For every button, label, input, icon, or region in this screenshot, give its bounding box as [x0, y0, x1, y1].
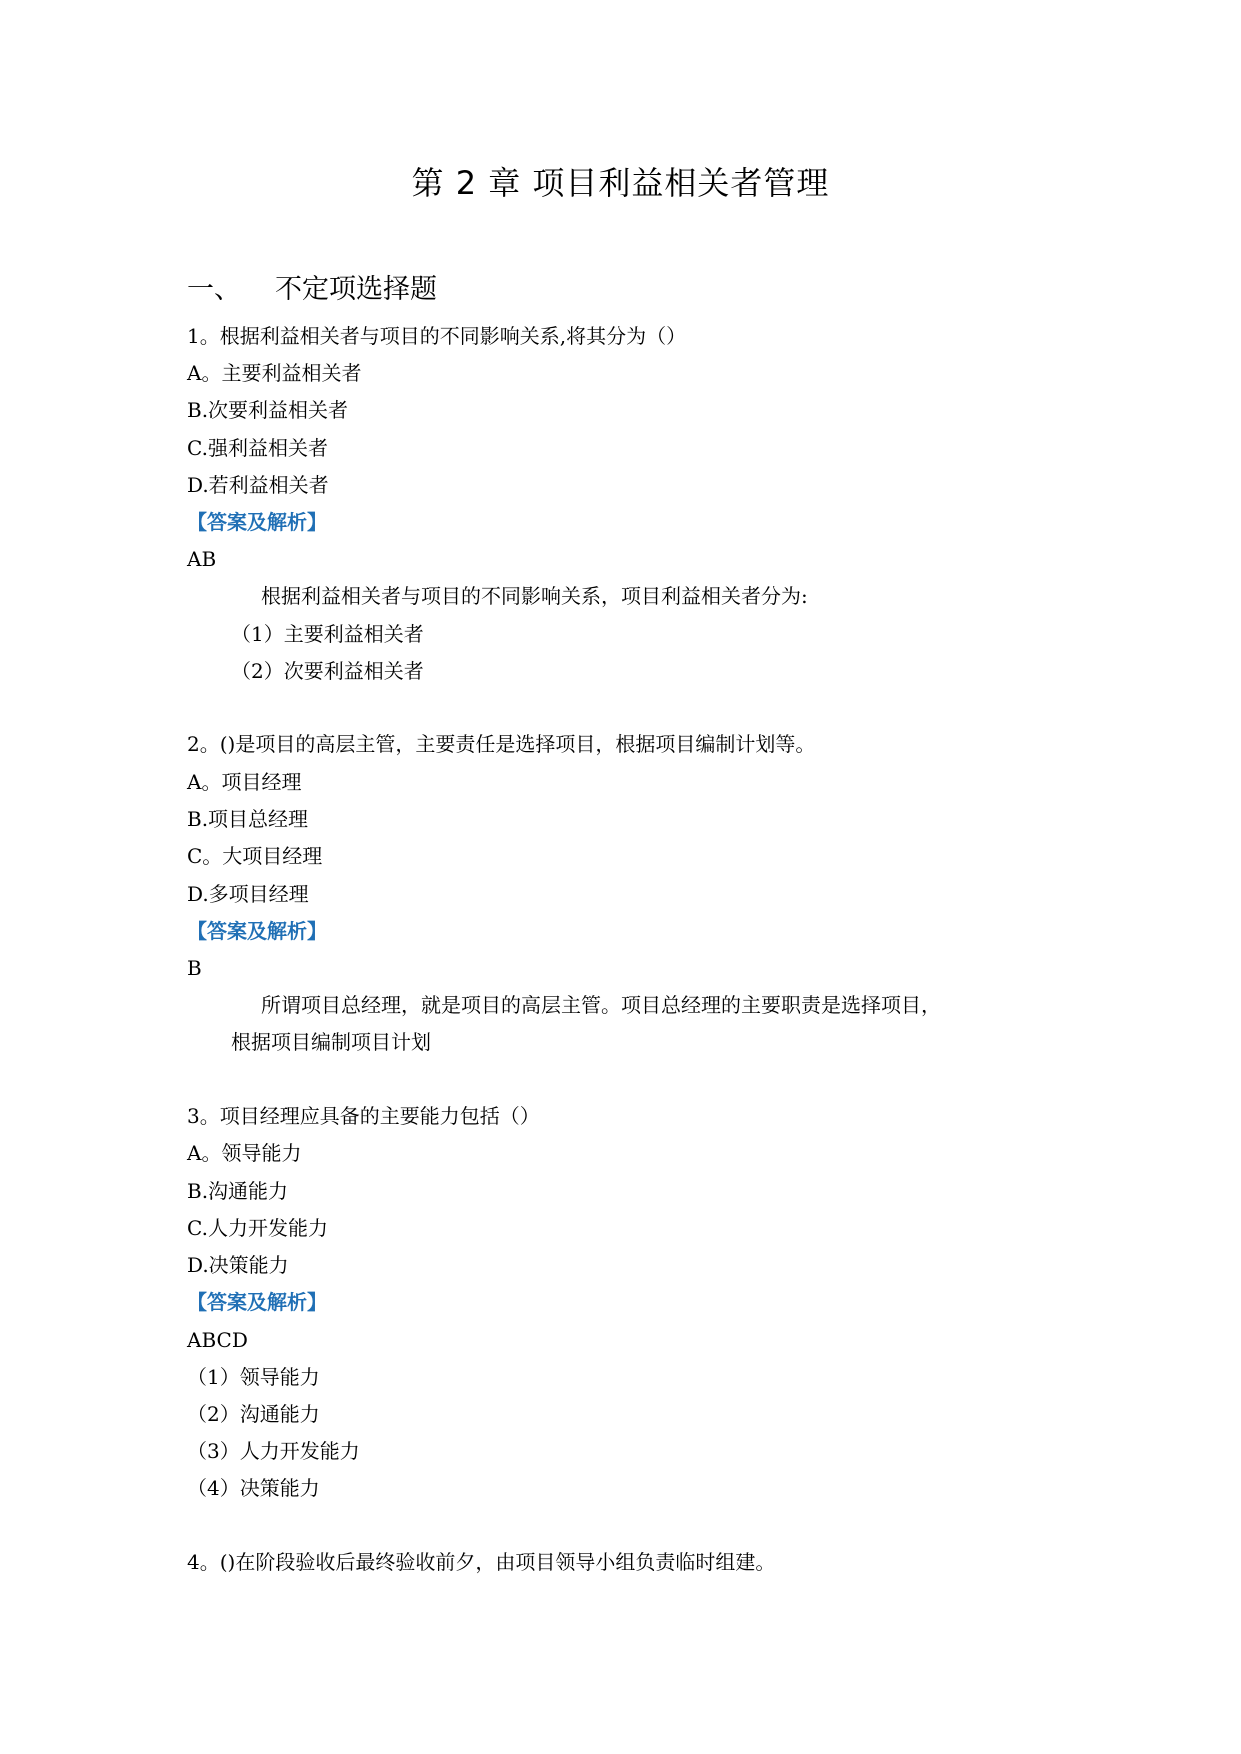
question-option: A。主要利益相关者 [187, 361, 362, 385]
section-heading [187, 270, 437, 310]
question-stem: 1。根据利益相关者与项目的不同影响关系,将其分为（） [187, 324, 687, 348]
answer-header: 【答案及解析】 [187, 510, 327, 534]
question-option: B.次要利益相关者 [187, 398, 349, 422]
answer-header: 【答案及解析】 [187, 1290, 327, 1314]
question-option: C.人力开发能力 [187, 1216, 328, 1240]
question-stem: 2。()是项目的高层主管，主要责任是选择项目，根据项目编制计划等。 [187, 732, 816, 756]
section-label: 不定项选择题 [275, 274, 437, 305]
explanation-line: （3）人力开发能力 [187, 1439, 360, 1463]
question-stem: 3。项目经理应具备的主要能力包括（） [187, 1104, 540, 1128]
question-option: C。大项目经理 [187, 844, 323, 868]
answer-key: B [187, 956, 202, 980]
explanation-line: 所谓项目总经理，就是项目的高层主管。项目总经理的主要职责是选择项目， [261, 993, 941, 1017]
section-number: 一、 [187, 274, 241, 305]
explanation-line: 根据项目编制项目计划 [231, 1030, 431, 1054]
answer-header: 【答案及解析】 [187, 919, 327, 943]
question-option: B.沟通能力 [187, 1179, 289, 1203]
question-option: A。项目经理 [187, 770, 302, 794]
explanation-line: 根据利益相关者与项目的不同影响关系，项目利益相关者分为: [261, 584, 808, 608]
question-stem: 4。()在阶段验收后最终验收前夕，由项目领导小组负责临时组建。 [187, 1550, 776, 1574]
question-option: C.强利益相关者 [187, 436, 328, 460]
question-option: D.多项目经理 [187, 882, 309, 906]
answer-key: AB [187, 547, 217, 571]
explanation-line: （4）决策能力 [187, 1476, 320, 1500]
question-option: D.决策能力 [187, 1253, 289, 1277]
chapter-title: 第 2 章 项目利益相关者管理 [411, 164, 830, 202]
question-option: D.若利益相关者 [187, 473, 329, 497]
explanation-line: （1）领导能力 [187, 1365, 320, 1389]
answer-key: ABCD [187, 1328, 248, 1352]
question-option: B.项目总经理 [187, 807, 309, 831]
explanation-line: （2）次要利益相关者 [231, 659, 424, 683]
explanation-line: （2）沟通能力 [187, 1402, 320, 1426]
question-option: A。领导能力 [187, 1141, 302, 1165]
explanation-line: （1）主要利益相关者 [231, 622, 424, 646]
